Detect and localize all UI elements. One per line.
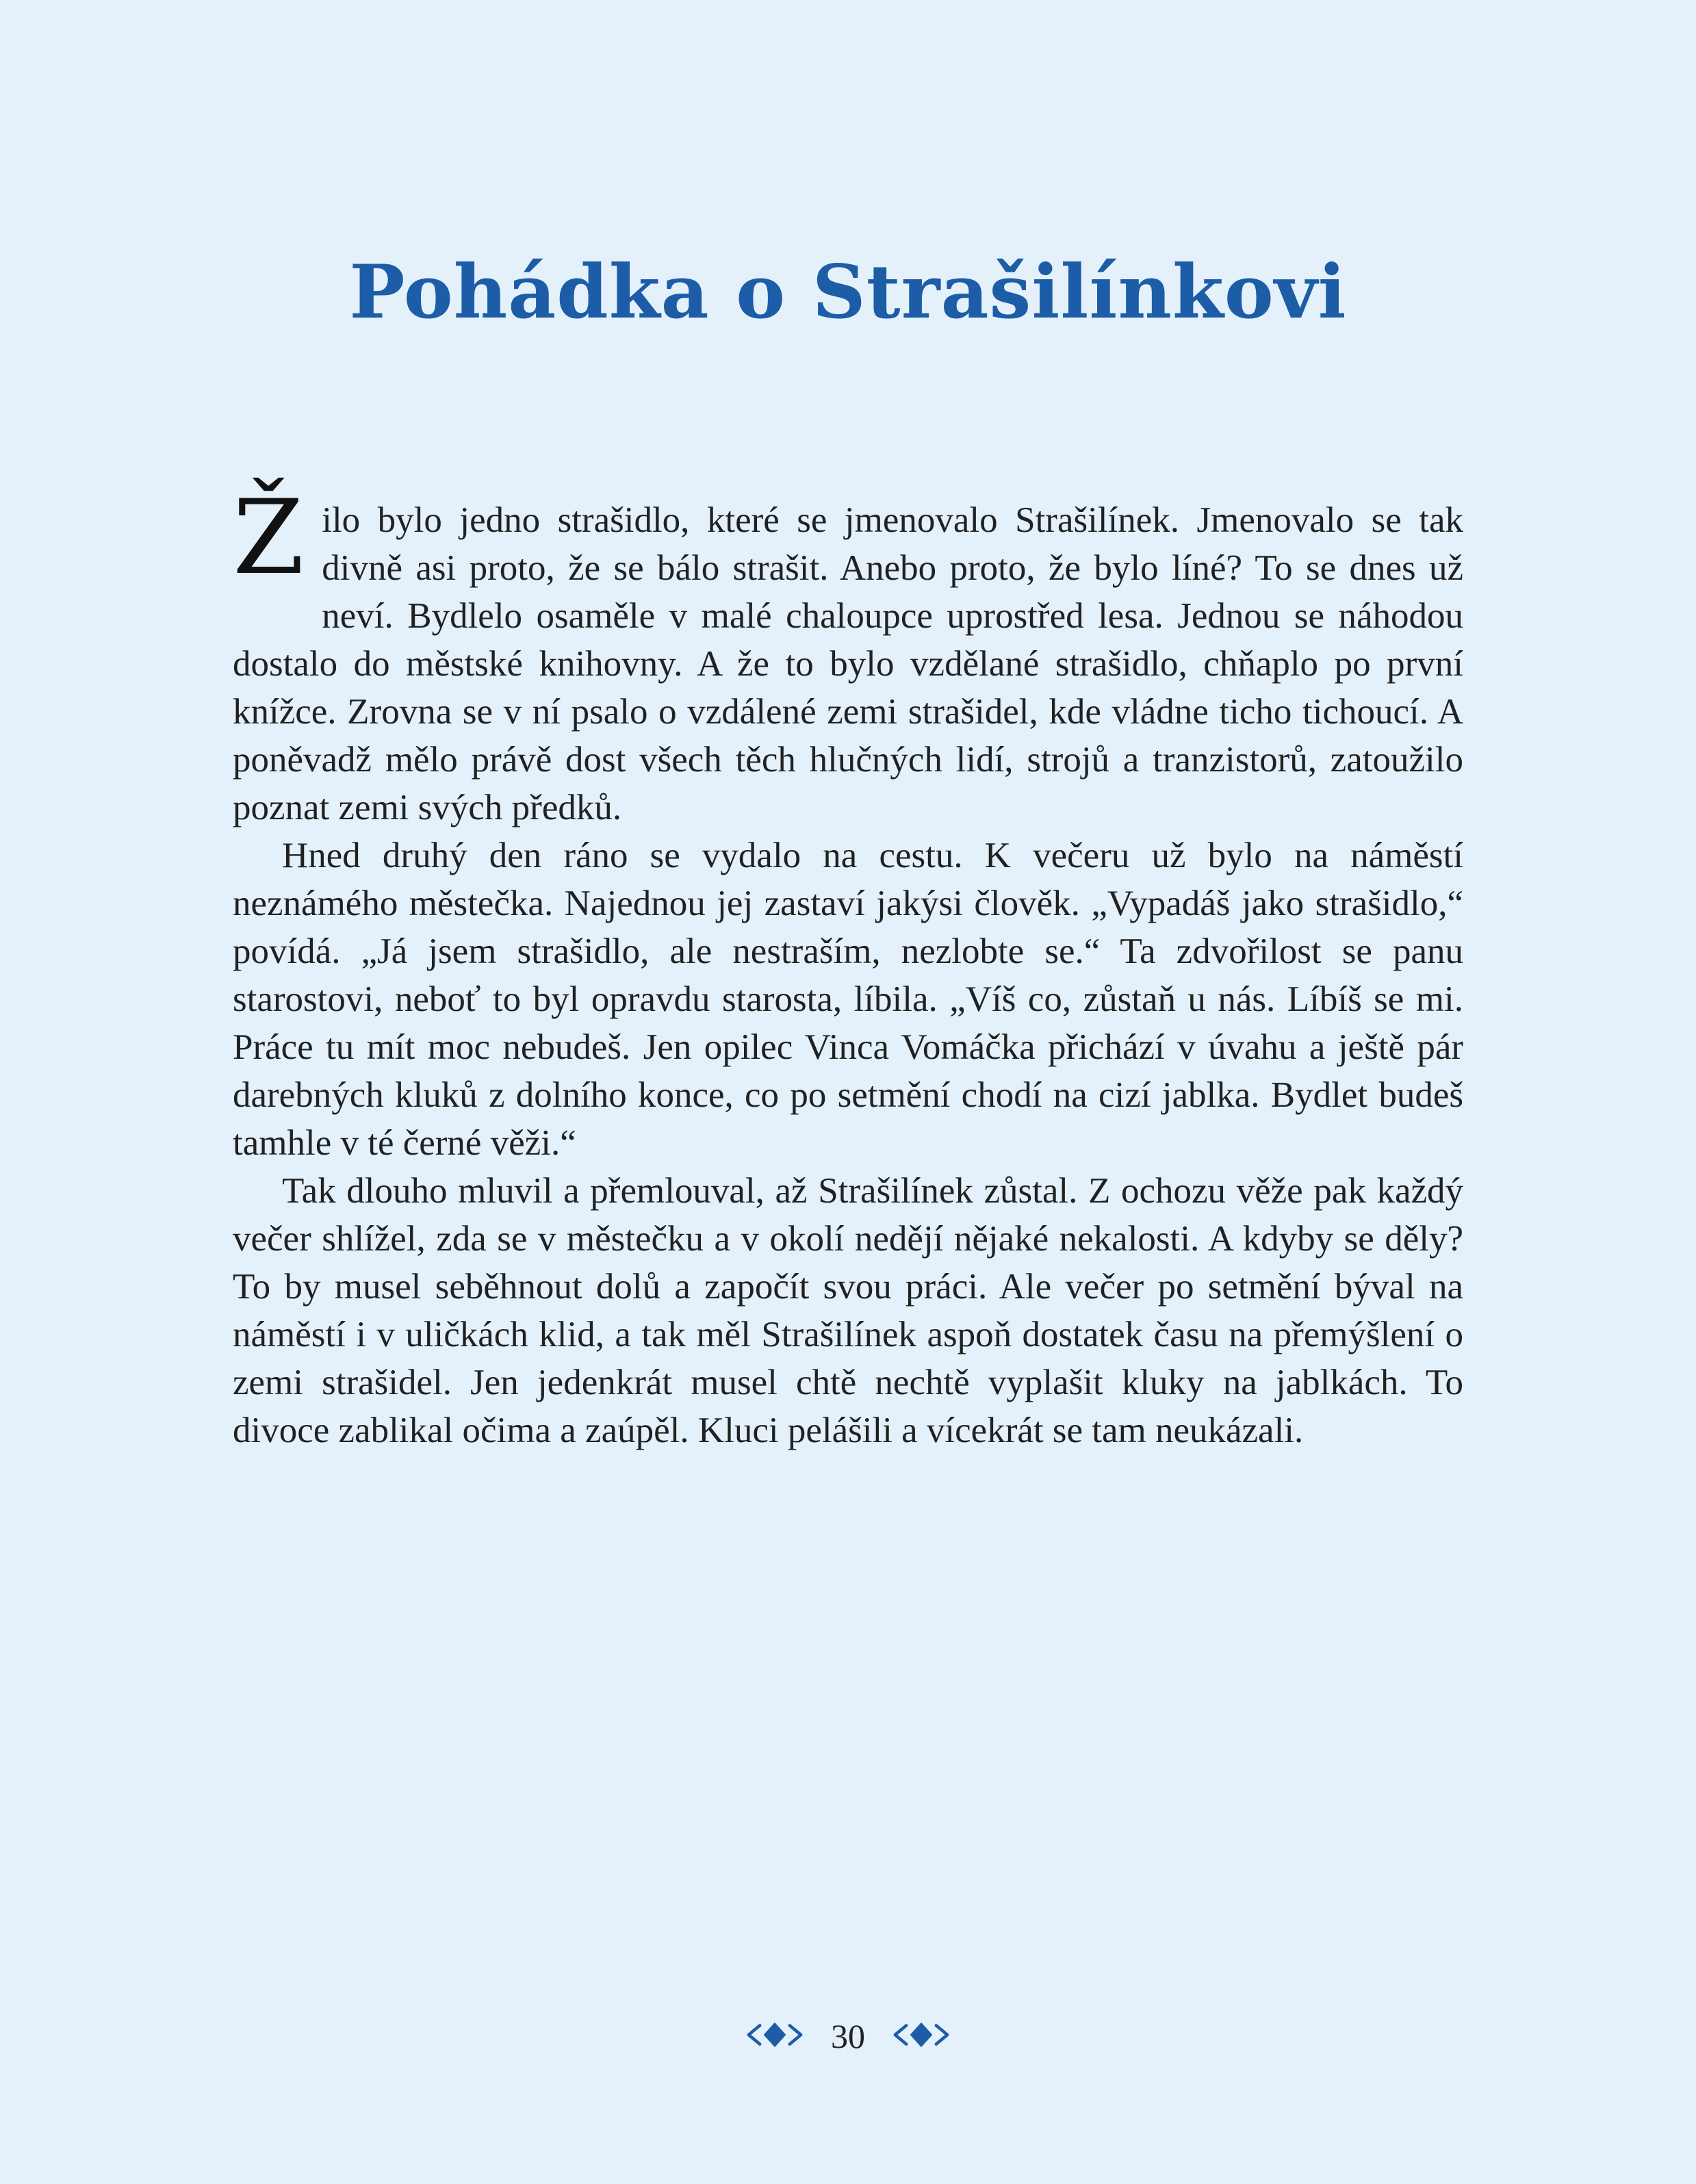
- diamond-ornament-right-icon: [890, 2021, 953, 2048]
- paragraph-1: [233, 478, 1463, 832]
- paragraph-2: Hned druhý den ráno se vydalo na cestu. K večeru už bylo na náměstí neznámého městečka. Najednou jej zastaví jakýsi člověk. „Vypadáš jako strašidlo,“ povídá. „Já jsem strašidlo, ale nestraším, nezlobte se.“ Ta zdvořilost se panu starostovi, neboť to byl opravdu starosta, líbila. „Víš co, zůstaň u nás. Líbíš se mi. Práce tu mít moc nebudeš. Jen opilec Vinca Vomáčka přichází v úvahu a ještě pár darebných kluků z dolního konce, co po setmění chodí na cizí jablka. Bydlet budeš tamhle v té černé věži.“: [233, 835, 1463, 1163]
- page-footer: [0, 2016, 1696, 2053]
- paragraph-3: Tak dlouho mluvil a přemlouval, až Strašilínek zůstal. Z ochozu věže pak každý večer shlížel, zda se v městečku a v okolí nedějí nějaké nekalosti. A kdyby se děly? To by musel seběhnout dolů a započít svou práci. Ale večer po setmění býval na náměstí i v uličkách klid, a tak měl Strašilínek aspoň dostatek času na přemýšlení o zemi strašidel. Jen jedenkrát musel chtě nechtě vyplašit kluky na jablkách. To divoce zablikal očima a zaúpěl. Kluci pelášili a vícekrát se tam neukázali.: [233, 1170, 1463, 1450]
- drop-cap: Ž: [233, 478, 305, 598]
- story-text: [233, 478, 1463, 1454]
- diamond-ornament-left-icon: [743, 2021, 806, 2048]
- page-title: Pohádka o Strašilínkovi: [349, 249, 1347, 335]
- page-number: 30: [831, 2017, 865, 2055]
- paragraph-1-text: ilo bylo jedno strašidlo, které se jmenovalo Strašilínek. Jmenovalo se tak divně asi proto, že se bálo strašit. Anebo proto, že bylo líné? To se dnes už neví. Bydlelo osaměle v malé chaloupce uprostřed lesa. Jednou se náhodou dostalo do městské knihovny. A že to bylo vzdělané strašidlo, chňaplo po první knížce. Zrovna se v ní psalo o vzdálené zemi strašidel, kde vládne ticho tichoucí. A poněvadž mělo právě dost všech těch hlučných lidí, strojů a tranzistorů, zatoužilo poznat zemi svých předků.: [233, 500, 1463, 827]
